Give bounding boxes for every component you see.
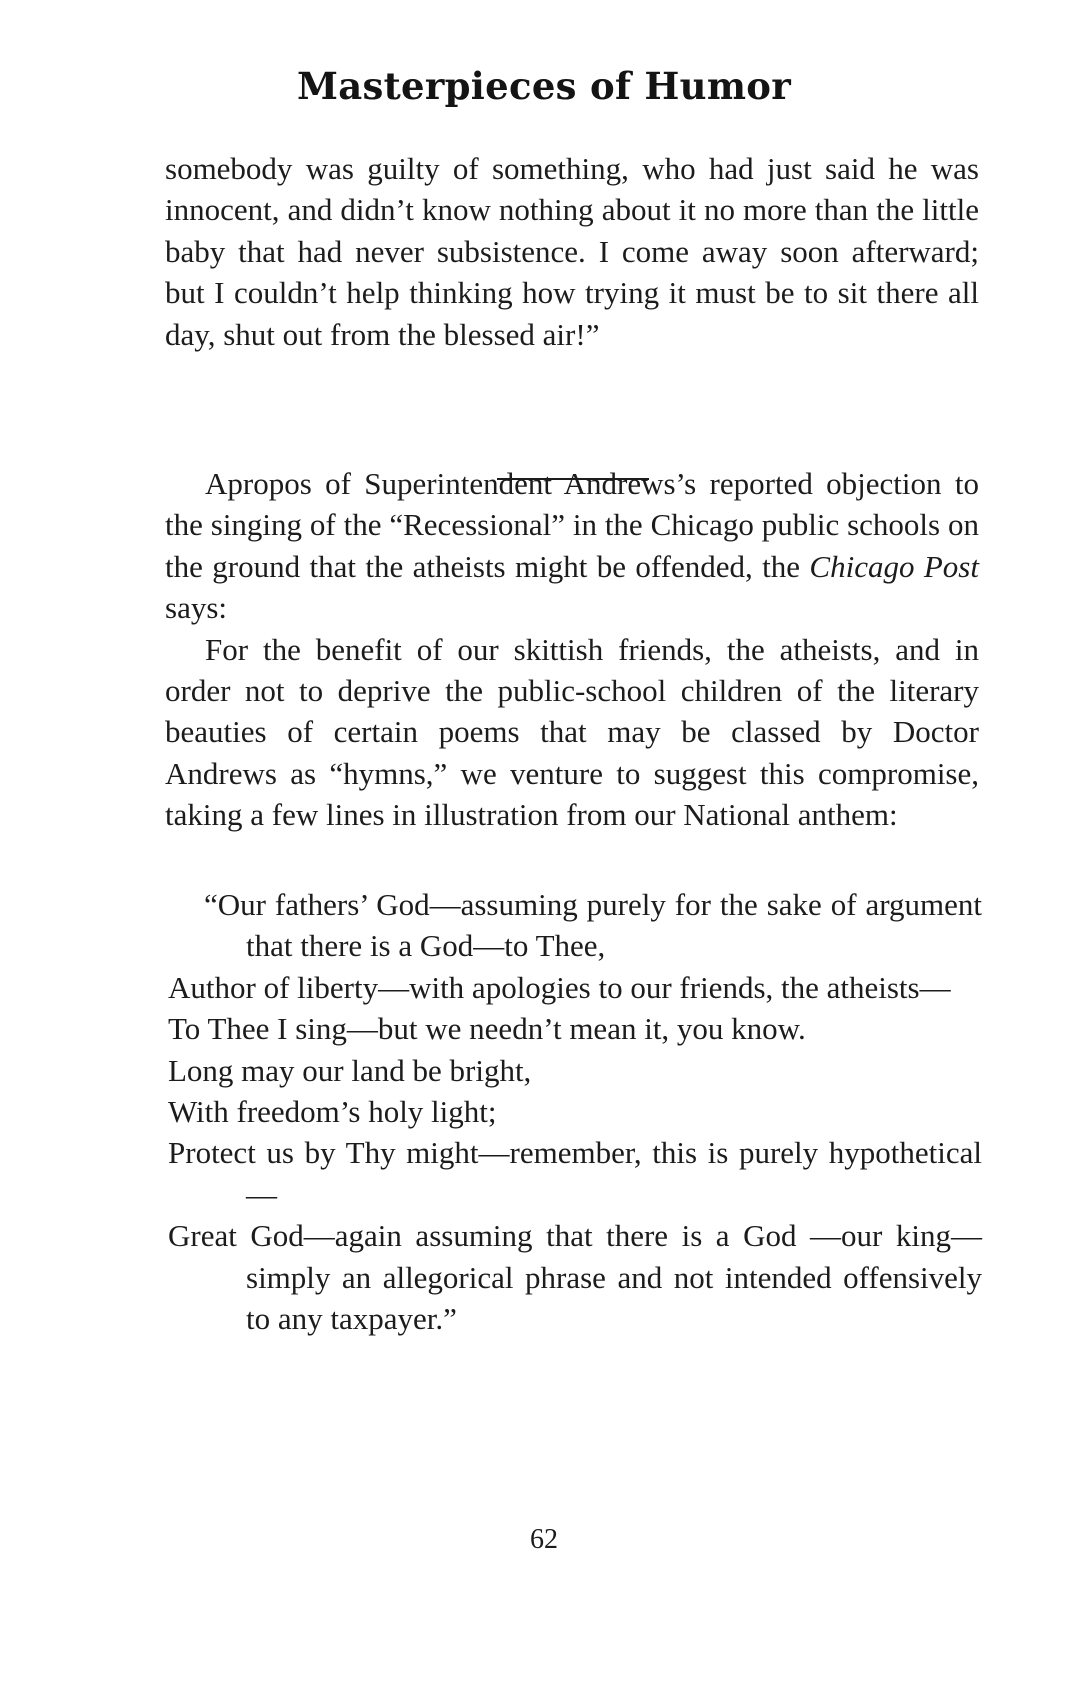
verse-line: Author of liberty—with apologies to our friends, the atheists— xyxy=(168,969,951,1005)
intro-text: Apropos of Superintendent Andrews’s reported objection to the singing of the “Recessional” in the Chicago public schools on the ground that the atheists might be offended, the xyxy=(165,466,979,584)
intro-paragraph xyxy=(165,463,979,629)
intro-text-end: says: xyxy=(165,590,227,626)
verse-line: Protect us by Thy might—remember, this is purely hypothetical— xyxy=(168,1135,982,1212)
verse-line: With freedom’s holy light; xyxy=(168,1094,497,1130)
body-paragraph: For the benefit of our skittish friends, the atheists, and in order not to deprive the public-school children of the literary beauties of certain poems that may be classed by Doctor Andrews as “hymns,” we venture to suggest this compromise, taking a few lines in illustration from our National anthem: xyxy=(165,631,979,833)
verse-line: Great God—again assuming that there is a God —our king—simply an allegorical phrase and not intended offensively to any taxpayer.” xyxy=(168,1218,982,1337)
verse-line: “Our fathers’ God—assuming purely for the sake of argument that there is a God—to Thee, xyxy=(204,887,982,964)
verse-line: To Thee I sing—but we needn’t mean it, you know. xyxy=(168,1011,806,1047)
continuation-block xyxy=(165,148,979,355)
continuation-paragraph: somebody was guilty of something, who had just said he was innocent, and didn’t know nothing about it no more than the little baby that had never subsistence. I come away soon afterward; but I couldn’t help thinking how trying it must be to sit there all day, shut out from the blessed air!” xyxy=(165,151,979,352)
running-head: Masterpieces of Humor xyxy=(296,64,792,108)
item-block xyxy=(165,463,979,836)
verse-block xyxy=(168,884,982,1339)
newspaper-title: Chicago Post xyxy=(809,548,979,584)
verse-line: Long may our land be bright, xyxy=(168,1052,532,1088)
page-number: 62 xyxy=(530,1524,558,1555)
